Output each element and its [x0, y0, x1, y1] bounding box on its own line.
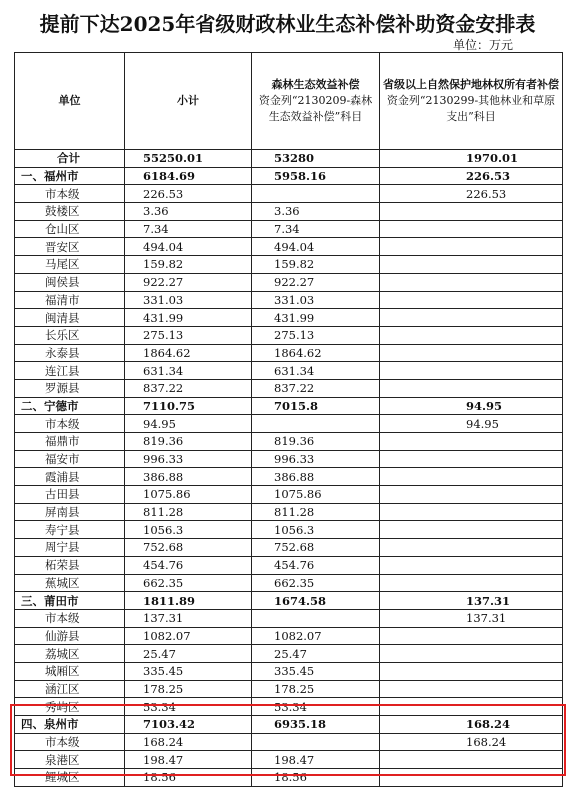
table-row: [15, 521, 563, 539]
table-row: [15, 326, 563, 344]
cell-reserve: [380, 486, 563, 504]
table-row: [15, 662, 563, 680]
cell-reserve: [380, 273, 563, 291]
cell-unit-name: 市本级: [15, 609, 125, 627]
cell-subtotal: 226.53: [125, 185, 252, 203]
cell-unit-name: 福鼎市: [15, 433, 125, 451]
cell-unit-name: 晋安区: [15, 238, 125, 256]
cell-forest: 331.03: [252, 291, 380, 309]
cell-subtotal: 275.13: [125, 326, 252, 344]
cell-subtotal: 1082.07: [125, 627, 252, 645]
cell-unit-name: 闽清县: [15, 309, 125, 327]
cell-reserve: [380, 433, 563, 451]
cell-subtotal: 1811.89: [125, 592, 252, 610]
cell-unit-name: 市本级: [15, 415, 125, 433]
cell-forest: 1075.86: [252, 486, 380, 504]
cell-subtotal: 7.34: [125, 220, 252, 238]
allocation-table: [14, 52, 563, 787]
cell-forest: [252, 415, 380, 433]
cell-subtotal: 811.28: [125, 503, 252, 521]
cell-reserve: [380, 556, 563, 574]
table-row: [15, 468, 563, 486]
cell-reserve: [380, 645, 563, 663]
cell-subtotal: 178.25: [125, 680, 252, 698]
cell-reserve: 168.24: [380, 733, 563, 751]
table-row: [15, 556, 563, 574]
cell-subtotal: 55250.01: [125, 150, 252, 168]
cell-unit-name: 长乐区: [15, 326, 125, 344]
table-row: [15, 609, 563, 627]
table-row: [15, 379, 563, 397]
cell-unit-name: 秀屿区: [15, 698, 125, 716]
cell-reserve: 226.53: [380, 167, 563, 185]
cell-unit-name: 二、宁德市: [15, 397, 125, 415]
table-row: [15, 220, 563, 238]
cell-forest: 662.35: [252, 574, 380, 592]
table-row: [15, 256, 563, 274]
cell-reserve: 94.95: [380, 415, 563, 433]
cell-unit-name: 鼓楼区: [15, 203, 125, 221]
cell-subtotal: 335.45: [125, 662, 252, 680]
cell-subtotal: 752.68: [125, 539, 252, 557]
table-row: [15, 185, 563, 203]
table-row: [15, 167, 563, 185]
cell-reserve: [380, 574, 563, 592]
cell-forest: 178.25: [252, 680, 380, 698]
cell-unit-name: 仙游县: [15, 627, 125, 645]
table-row: [15, 539, 563, 557]
cell-reserve: 168.24: [380, 716, 563, 734]
cell-reserve: 1970.01: [380, 150, 563, 168]
table-row: [15, 680, 563, 698]
cell-forest: 335.45: [252, 662, 380, 680]
cell-forest: 3.36: [252, 203, 380, 221]
cell-forest: 837.22: [252, 379, 380, 397]
unit-label: 单位：万元: [452, 38, 513, 52]
cell-reserve: [380, 503, 563, 521]
cell-unit-name: 荔城区: [15, 645, 125, 663]
cell-subtotal: 18.56: [125, 769, 252, 787]
cell-subtotal: 25.47: [125, 645, 252, 663]
header-reserve-title: 省级以上自然保护地林权所有者补偿: [383, 78, 559, 91]
table-row: [15, 238, 563, 256]
cell-unit-name: 罗源县: [15, 379, 125, 397]
table-row: [15, 203, 563, 221]
cell-subtotal: 1075.86: [125, 486, 252, 504]
cell-reserve: [380, 662, 563, 680]
cell-subtotal: 6184.69: [125, 167, 252, 185]
cell-unit-name: 福安市: [15, 450, 125, 468]
cell-subtotal: 837.22: [125, 379, 252, 397]
cell-reserve: [380, 256, 563, 274]
cell-forest: 819.36: [252, 433, 380, 451]
cell-unit-name: 城厢区: [15, 662, 125, 680]
table-body: [15, 150, 563, 787]
cell-reserve: [380, 627, 563, 645]
cell-forest: 922.27: [252, 273, 380, 291]
cell-unit-name: 蕉城区: [15, 574, 125, 592]
cell-subtotal: 94.95: [125, 415, 252, 433]
cell-forest: 386.88: [252, 468, 380, 486]
cell-unit-name: 柘荣县: [15, 556, 125, 574]
cell-forest: 159.82: [252, 256, 380, 274]
table-row: [15, 415, 563, 433]
cell-reserve: [380, 680, 563, 698]
cell-forest: 1082.07: [252, 627, 380, 645]
cell-unit-name: 鲤城区: [15, 769, 125, 787]
table-row: [15, 450, 563, 468]
cell-reserve: [380, 379, 563, 397]
cell-reserve: [380, 326, 563, 344]
cell-forest: 1056.3: [252, 521, 380, 539]
cell-forest: 431.99: [252, 309, 380, 327]
cell-unit-name: 三、莆田市: [15, 592, 125, 610]
cell-subtotal: 922.27: [125, 273, 252, 291]
cell-subtotal: 431.99: [125, 309, 252, 327]
page-title: 提前下达2025年省级财政林业生态补偿补助资金安排表: [39, 12, 536, 36]
cell-reserve: [380, 309, 563, 327]
cell-reserve: [380, 220, 563, 238]
table-header-row: [15, 53, 563, 150]
cell-subtotal: 53.34: [125, 698, 252, 716]
cell-forest: [252, 185, 380, 203]
cell-reserve: 226.53: [380, 185, 563, 203]
table-row: [15, 397, 563, 415]
cell-reserve: 137.31: [380, 609, 563, 627]
table-row: [15, 150, 563, 168]
table-row: [15, 503, 563, 521]
cell-subtotal: 819.36: [125, 433, 252, 451]
cell-unit-name: 寿宁县: [15, 521, 125, 539]
table-row: [15, 592, 563, 610]
header-reserve-note: 资金列“2130299-其他林业和草原支出”科目: [386, 94, 556, 123]
header-unit: 单位: [15, 53, 125, 150]
table-row: [15, 433, 563, 451]
cell-subtotal: 1056.3: [125, 521, 252, 539]
cell-subtotal: 198.47: [125, 751, 252, 769]
cell-reserve: [380, 468, 563, 486]
cell-forest: [252, 609, 380, 627]
cell-subtotal: 137.31: [125, 609, 252, 627]
cell-unit-name: 闽侯县: [15, 273, 125, 291]
cell-subtotal: 159.82: [125, 256, 252, 274]
cell-unit-name: 古田县: [15, 486, 125, 504]
cell-subtotal: 331.03: [125, 291, 252, 309]
cell-subtotal: 1864.62: [125, 344, 252, 362]
cell-unit-name: 市本级: [15, 733, 125, 751]
cell-forest: 811.28: [252, 503, 380, 521]
header-subtotal: 小计: [125, 53, 252, 150]
cell-forest: 53.34: [252, 698, 380, 716]
cell-forest: 494.04: [252, 238, 380, 256]
cell-unit-name: 市本级: [15, 185, 125, 203]
cell-subtotal: 3.36: [125, 203, 252, 221]
cell-forest: 454.76: [252, 556, 380, 574]
table-row: [15, 344, 563, 362]
table-row: [15, 309, 563, 327]
cell-subtotal: 494.04: [125, 238, 252, 256]
cell-reserve: [380, 539, 563, 557]
table-row: [15, 645, 563, 663]
table-row: [15, 627, 563, 645]
cell-unit-name: 四、泉州市: [15, 716, 125, 734]
cell-unit-name: 仓山区: [15, 220, 125, 238]
cell-forest: 996.33: [252, 450, 380, 468]
table-row: [15, 486, 563, 504]
cell-forest: 25.47: [252, 645, 380, 663]
cell-subtotal: 996.33: [125, 450, 252, 468]
cell-forest: 53280: [252, 150, 380, 168]
cell-forest: 631.34: [252, 362, 380, 380]
cell-unit-name: 屏南县: [15, 503, 125, 521]
cell-reserve: [380, 238, 563, 256]
cell-unit-name: 泉港区: [15, 751, 125, 769]
header-forest-note: 资金列“2130209-森林生态效益补偿”科目: [258, 94, 373, 123]
table-row: [15, 574, 563, 592]
cell-unit-name: 福清市: [15, 291, 125, 309]
cell-subtotal: 662.35: [125, 574, 252, 592]
cell-subtotal: 386.88: [125, 468, 252, 486]
cell-unit-name: 马尾区: [15, 256, 125, 274]
cell-forest: 7015.8: [252, 397, 380, 415]
cell-unit-name: 周宁县: [15, 539, 125, 557]
cell-reserve: 94.95: [380, 397, 563, 415]
cell-forest: 1864.62: [252, 344, 380, 362]
cell-reserve: [380, 203, 563, 221]
cell-unit-name: 霞浦县: [15, 468, 125, 486]
header-forest-compensation: [252, 53, 380, 150]
cell-unit-name: 连江县: [15, 362, 125, 380]
cell-unit-name: 合计: [15, 150, 125, 168]
cell-subtotal: 631.34: [125, 362, 252, 380]
cell-forest: 275.13: [252, 326, 380, 344]
cell-unit-name: 涵江区: [15, 680, 125, 698]
cell-reserve: [380, 362, 563, 380]
table-row: [15, 273, 563, 291]
cell-forest: 1674.58: [252, 592, 380, 610]
cell-unit-name: 一、福州市: [15, 167, 125, 185]
cell-forest: 6935.18: [252, 716, 380, 734]
cell-forest: 5958.16: [252, 167, 380, 185]
cell-forest: 7.34: [252, 220, 380, 238]
cell-subtotal: 7110.75: [125, 397, 252, 415]
cell-reserve: [380, 450, 563, 468]
cell-subtotal: 7103.42: [125, 716, 252, 734]
cell-reserve: [380, 521, 563, 539]
table-row: [15, 291, 563, 309]
cell-forest: 198.47: [252, 751, 380, 769]
header-forest-title: 森林生态效益补偿: [271, 78, 360, 91]
cell-forest: 18.56: [252, 769, 380, 787]
cell-unit-name: 永泰县: [15, 344, 125, 362]
cell-subtotal: 454.76: [125, 556, 252, 574]
cell-reserve: [380, 344, 563, 362]
cell-forest: 752.68: [252, 539, 380, 557]
header-reserve-compensation: [380, 53, 563, 150]
cell-subtotal: 168.24: [125, 733, 252, 751]
table-row: [15, 362, 563, 380]
highlight-box: [10, 704, 566, 776]
cell-reserve: 137.31: [380, 592, 563, 610]
cell-reserve: [380, 291, 563, 309]
